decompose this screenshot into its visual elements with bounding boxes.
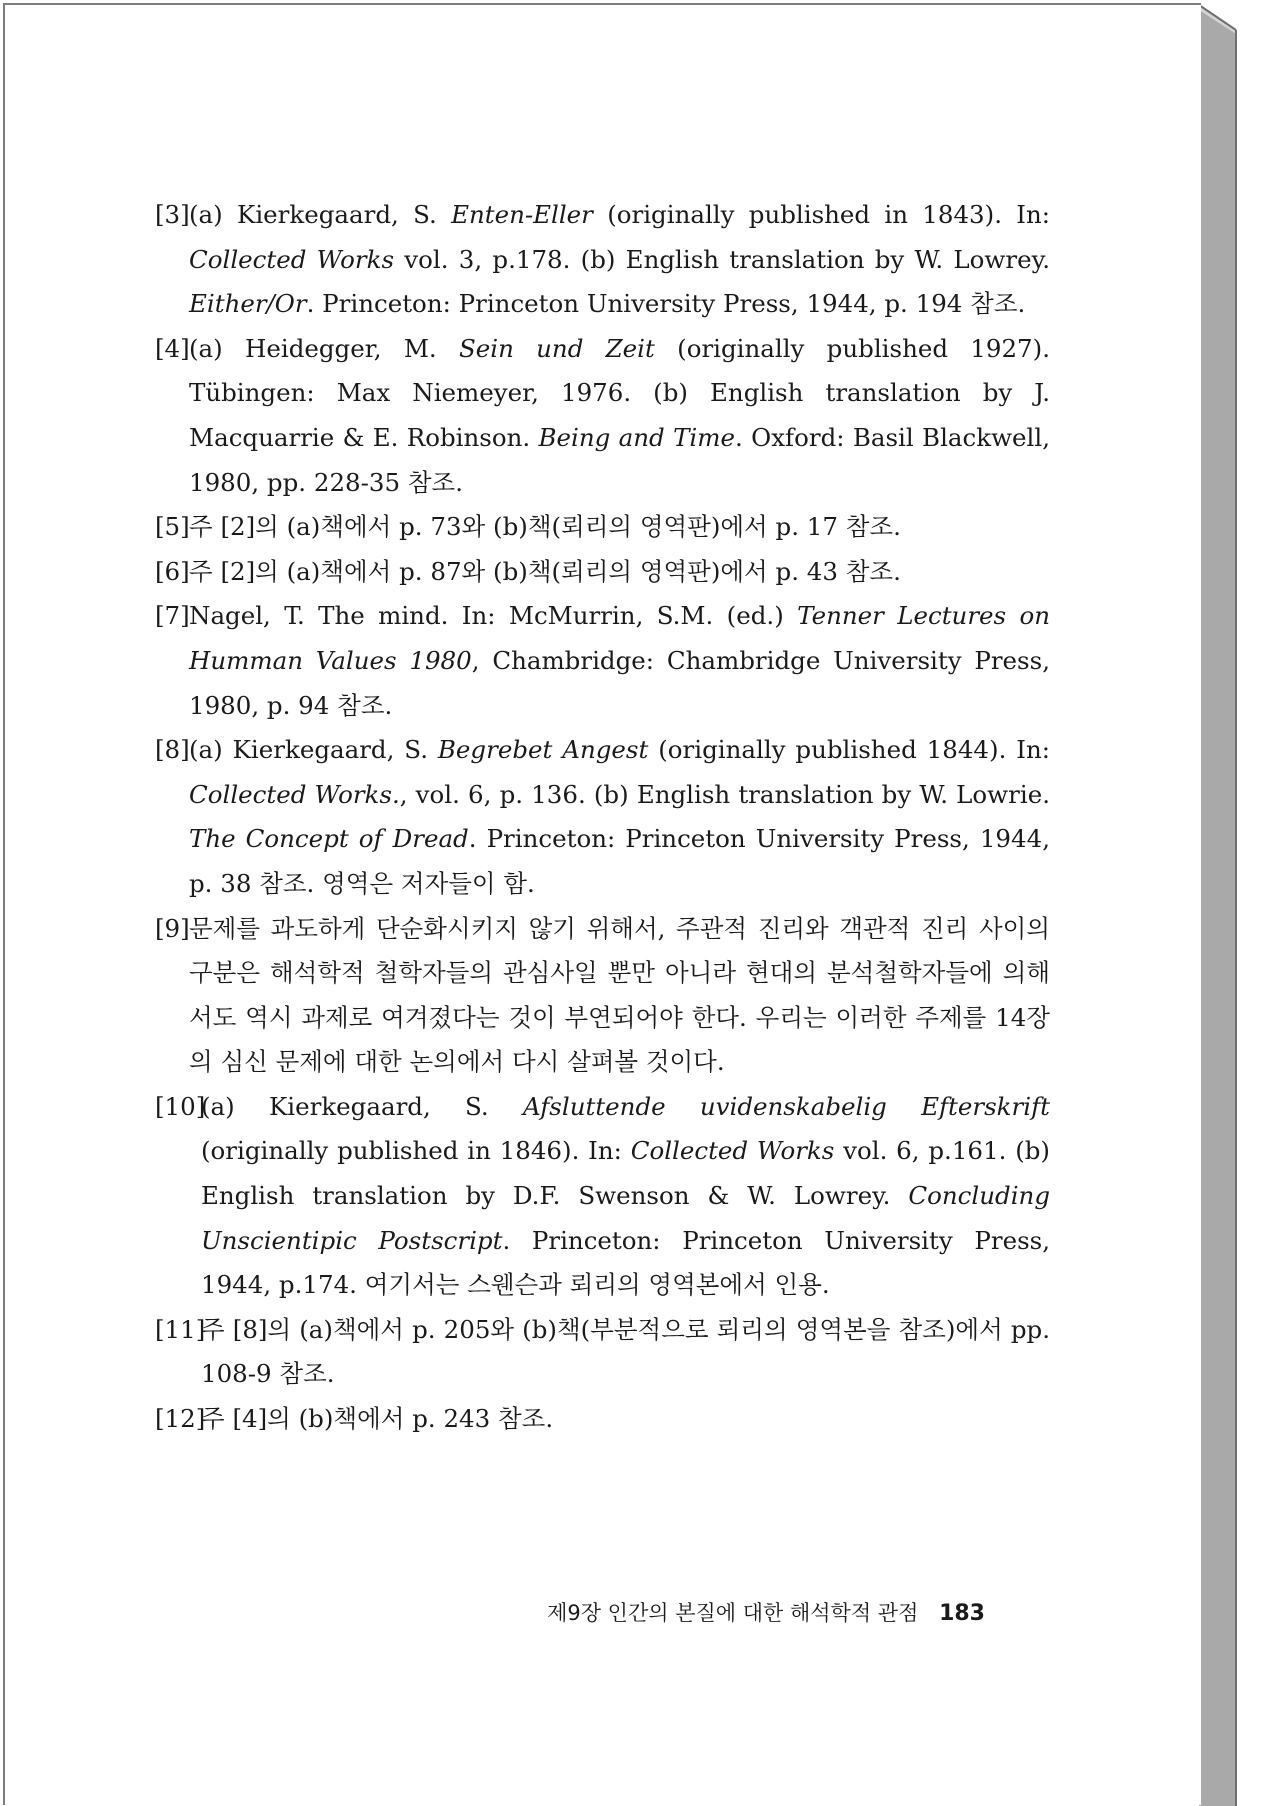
endnote-text-segment: 문제를 과도하게 단순화시키지 않기 위해서, 주관적 진리와 객관적 진리 사이의 구분은 해석학적 철학자들의 관심사일 뿐만 아니라 현대의 분석철학자들에 의해서도 역시 과제로 여겨졌다는 것이 부연되어야 한다. 우리는 이러한 주제를 14장의 심신 문제에 대한 논의에서 다시 살펴볼 것이다. [189,913,1050,1077]
endnote-text-segment: vol. 3, p.178. (b) English translation by W. Lowrey. [394,244,1050,274]
endnote-number: [4] [155,333,190,363]
endnote-title-italic: Concluding Unscientipic Postscript [201,1181,1050,1255]
endnote-number: [3] [155,200,190,229]
endnote-text [189,512,901,541]
endnote-title-italic: Either/Or [189,289,307,319]
endnote-number: [11] [155,1314,206,1344]
endnote-text [189,557,901,586]
endnote-text [201,1404,553,1433]
endnote-text-segment: (originally published in 1843). In: [592,200,1050,229]
running-footer [547,1598,985,1629]
endnote-text-segment: 주 [8]의 (a)책에서 p. 205와 (b)책(부분적으로 뢰리의 영역본을 참조)에서 pp. 108-9 참조. [201,1314,1050,1389]
endnote-title-italic: Collected Works. [189,779,400,809]
endnote-number: [6] [155,556,190,586]
endnote-title-italic: Afsluttende uvidenskabelig Efterskrift [522,1091,1050,1121]
page-stack-shadow [1199,5,1236,1806]
book-page [3,3,1201,1805]
endnote-text-segment: (a) Kierkegaard, S. [189,735,438,765]
page-stack-top-edge [1199,5,1236,30]
endnote-text-segment: , Chambridge: Chambridge University Press, 1980, p. 94 참조. [189,645,1050,720]
endnote-item [155,505,1050,550]
endnote-text-segment: 주 [4]의 (b)책에서 p. 243 참조. [201,1404,554,1434]
endnote-number: [5] [155,512,190,542]
endnote-text [189,914,1050,1077]
endnote-text [189,601,1050,719]
endnote-text [201,1092,1050,1299]
endnote-item [155,327,1050,505]
endnote-text-segment: (originally published in 1846). In: [201,1136,631,1166]
endnote-text [189,334,1050,497]
endnote-title-italic: Being and Time [538,422,735,452]
endnote-number: [10] [155,1091,206,1121]
endnote-title-italic: Enten-Eller [451,200,593,229]
endnote-text-segment: . Oxford: Basil Blackwell, 1980, pp. 228-35 참조. [189,422,1051,497]
endnote-item [155,907,1050,1085]
endnote-title-italic: Collected Works [630,1136,835,1166]
endnote-text-segment: (originally published 1844). In: [648,735,1050,765]
endnote-title-italic: Tenner Lectures on Humman Values 1980 [189,601,1050,675]
endnotes-list [155,193,1050,1442]
endnote-text-segment: 주 [2]의 (a)책에서 p. 73와 (b)책(뢰리의 영역판)에서 p. 17 참조. [189,512,901,542]
endnote-text-segment: vol. 6, p.161. (b) English translation by D.F. Swenson & W. Lowrey. [201,1136,1050,1211]
endnote-title-italic: Begrebet Angest [437,735,649,765]
endnote-text-segment: . Princeton: Princeton University Press, 1944, p.174. 여기서는 스웬슨과 뢰리의 영역본에서 인용. [201,1225,1050,1300]
endnote-item [155,550,1050,595]
endnote-text [189,735,1050,898]
endnote-item [155,1397,1050,1442]
endnote-number: [9] [155,913,190,943]
endnote-text [201,1315,1050,1389]
page-stack-highlight [1199,5,1236,34]
endnote-text-segment: Nagel, T. The mind. In: McMurrin, S.M. (ed.) [189,601,798,631]
endnote-item [155,1085,1050,1308]
endnote-item [155,193,1050,327]
endnote-item [155,1308,1050,1397]
endnote-number: [8] [155,735,190,765]
endnote-text-segment: , vol. 6, p. 136. (b) English translation by W. Lowrie. [399,779,1050,809]
endnote-number: [12] [155,1404,206,1434]
endnote-text-segment: 주 [2]의 (a)책에서 p. 87와 (b)책(뢰리의 영역판)에서 p. 43 참조. [189,556,901,586]
endnote-title-italic: Sein und Zeit [458,333,655,363]
endnote-text-segment: . Princeton: Princeton University Press, 1944, p. 38 참조. 영역은 저자들이 함. [189,824,1050,898]
endnote-text-segment: . Princeton: Princeton University Press, 1944, p. 194 참조. [306,289,1026,319]
endnote-title-italic: The Concept of Dread [189,824,469,854]
endnote-title-italic: Collected Works [189,244,395,274]
endnote-number: [7] [155,601,190,631]
endnote-item [155,594,1050,728]
endnote-text-segment: (originally published 1927). Tübingen: Max Niemeyer, 1976. (b) English translation by J. Macquarrie & E. Robinson. [189,333,1050,452]
endnote-text-segment: (a) Heidegger, M. [189,333,459,363]
endnote-item [155,728,1050,906]
endnote-text-segment: (a) Kierkegaard, S. [189,200,452,229]
page-number: 183 [939,1601,985,1626]
endnote-text [189,200,1050,318]
endnote-text-segment: (a) Kierkegaard, S. [201,1091,523,1121]
chapter-title: 제9장 인간의 본질에 대한 해석학적 관점 [547,1601,919,1625]
